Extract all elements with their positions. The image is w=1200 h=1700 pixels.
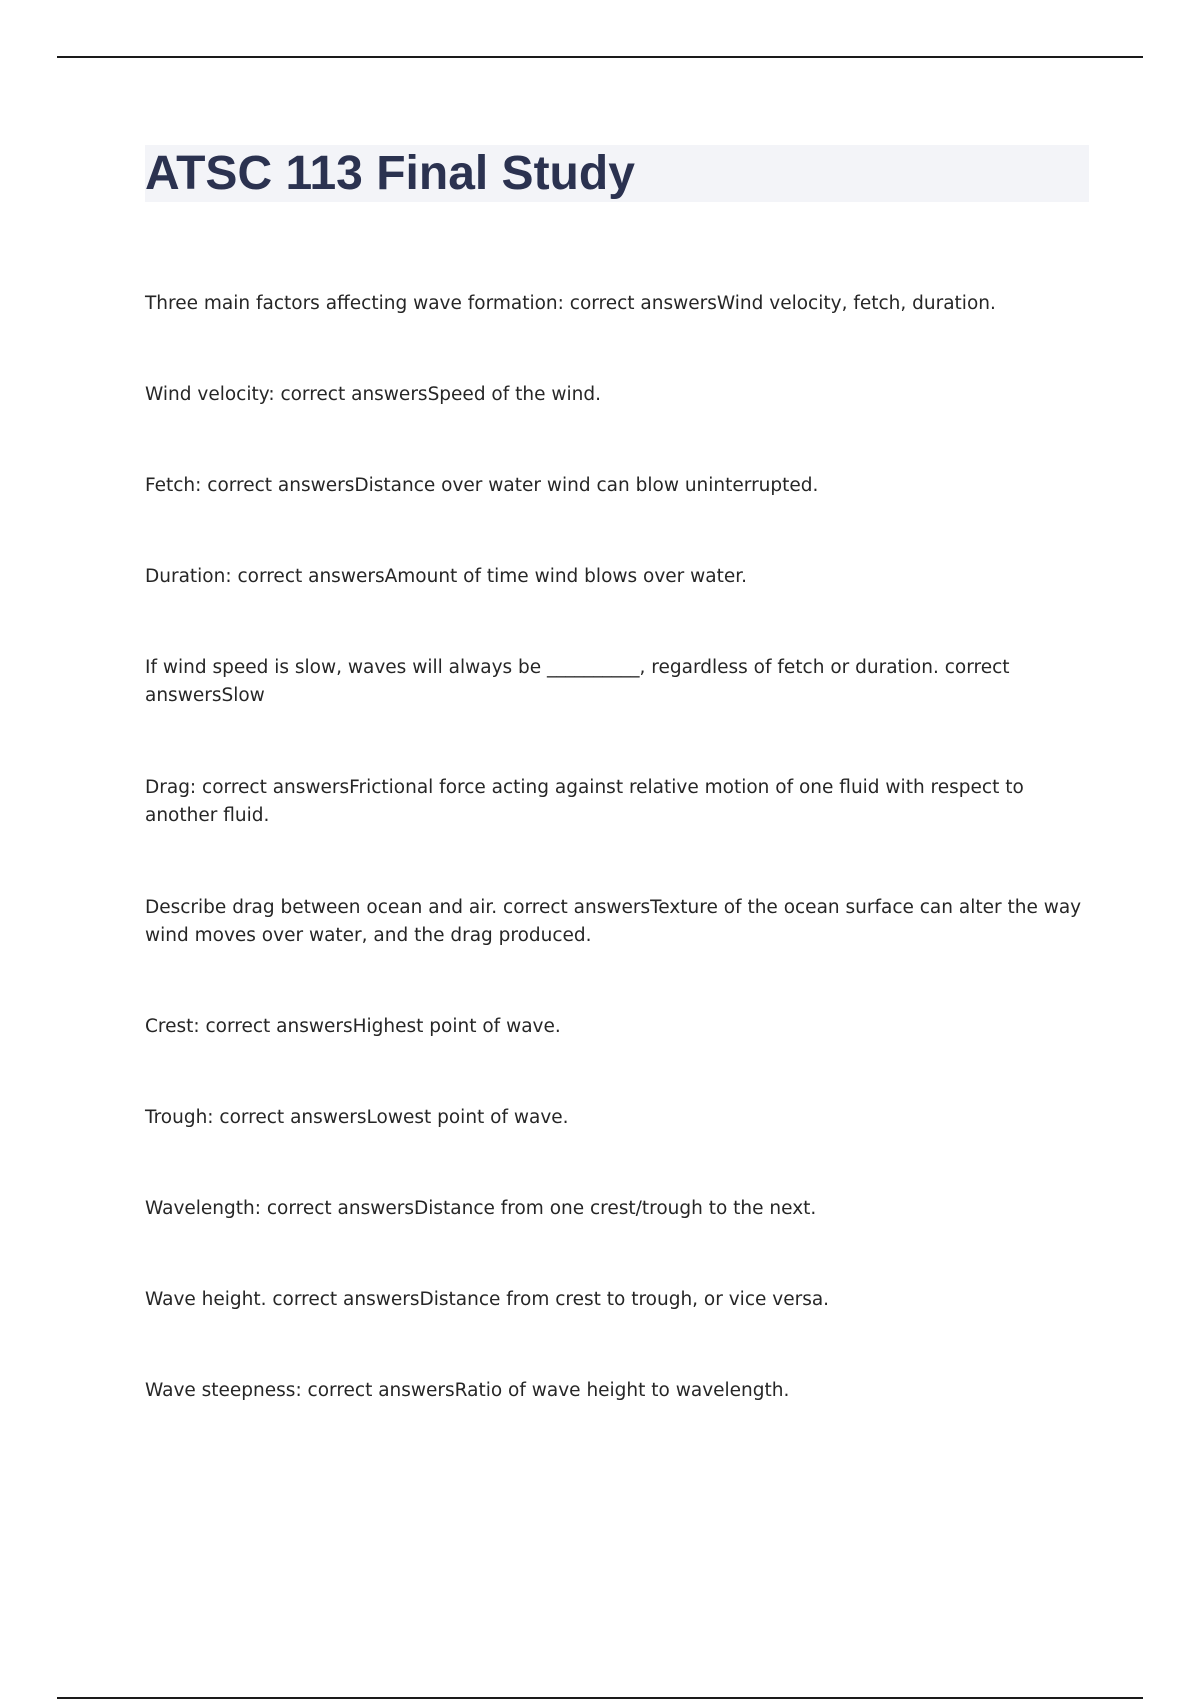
page-title: ATSC 113 Final Study: [145, 147, 635, 200]
qa-list: [145, 290, 1085, 1405]
qa-question: Fetch: correct answers: [145, 475, 355, 496]
qa-item: [145, 381, 1085, 409]
qa-question: Wave height. correct answers: [145, 1289, 420, 1310]
qa-question: Duration: correct answers: [145, 566, 385, 587]
qa-answer: Slow: [221, 685, 265, 706]
qa-answer: Amount of time wind blows over water.: [384, 566, 748, 587]
qa-question: Describe drag between ocean and air. correct answers: [145, 897, 651, 918]
qa-answer: Lowest point of wave.: [366, 1107, 569, 1128]
qa-answer: Texture of the ocean surface can alter the way wind moves over water, and the drag produced.: [145, 897, 1082, 946]
qa-answer: Frictional force acting against relative motion of one fluid with respect to another fluid.: [145, 777, 1024, 826]
qa-item: [145, 1286, 1085, 1314]
qa-question: Drag: correct answers: [145, 777, 350, 798]
qa-answer: Distance from crest to trough, or vice versa.: [419, 1289, 830, 1310]
qa-item: [145, 1013, 1085, 1041]
qa-item: [145, 1195, 1085, 1223]
qa-answer: Distance from one crest/trough to the next.: [413, 1198, 817, 1219]
qa-question: Three main factors affecting wave formation: correct answers: [145, 293, 717, 314]
qa-question: Wavelength: correct answers: [145, 1198, 414, 1219]
qa-item: [145, 290, 1085, 318]
qa-question: Trough: correct answers: [145, 1107, 367, 1128]
header-rule: [57, 56, 1143, 58]
qa-item: [145, 472, 1085, 500]
qa-question: Crest: correct answers: [145, 1016, 353, 1037]
qa-item: [145, 774, 1085, 830]
qa-item: [145, 894, 1085, 950]
qa-answer: Distance over water wind can blow uninterrupted.: [354, 475, 819, 496]
qa-answer: Ratio of wave height to wavelength.: [454, 1380, 790, 1401]
qa-item: [145, 563, 1085, 591]
qa-answer: Wind velocity, fetch, duration.: [716, 293, 996, 314]
footer-rule: [57, 1697, 1143, 1699]
qa-answer: Highest point of wave.: [352, 1016, 561, 1037]
qa-question: If wind speed is slow, waves will always be __________, regardless of fetch or duration. correct answers: [145, 657, 1010, 706]
qa-question: Wave steepness: correct answers: [145, 1380, 455, 1401]
qa-answer: Speed of the wind.: [427, 384, 602, 405]
qa-question: Wind velocity: correct answers: [145, 384, 428, 405]
qa-item: [145, 1377, 1085, 1405]
qa-item: [145, 654, 1085, 710]
qa-item: [145, 1104, 1085, 1132]
